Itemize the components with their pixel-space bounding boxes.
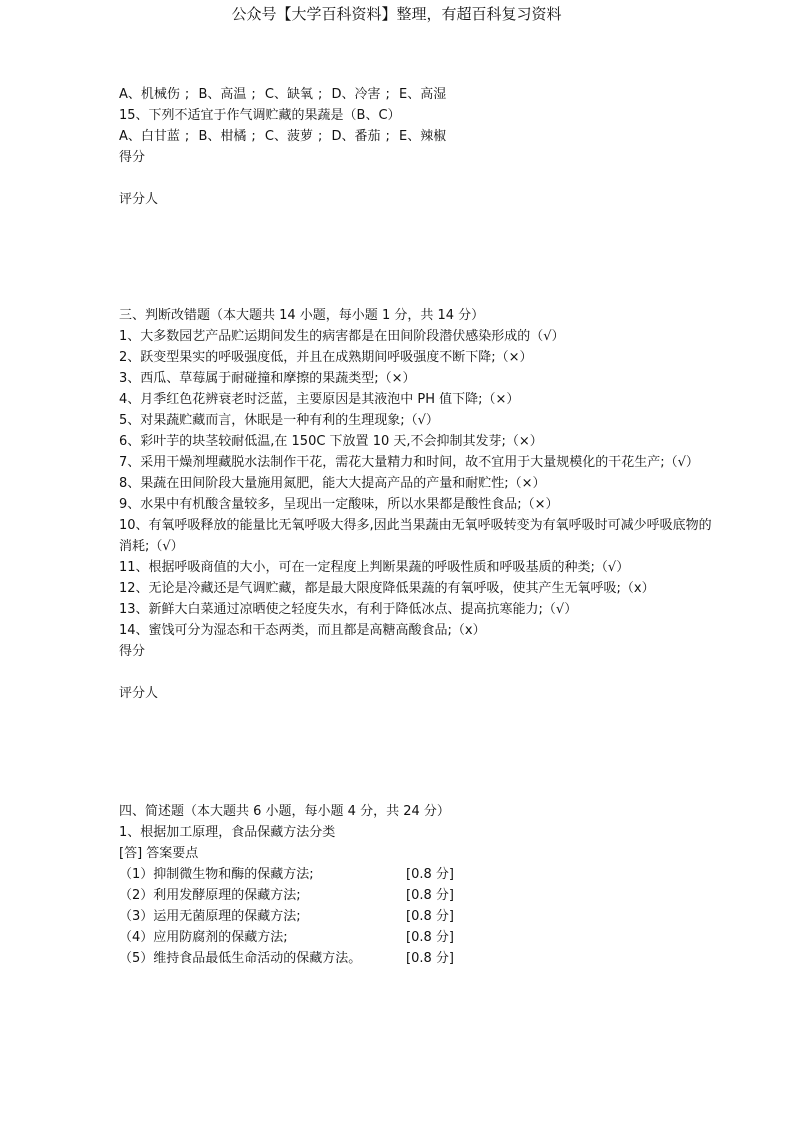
answer-score: [0.8 分]: [406, 951, 454, 966]
section4-question: 1、根据加工原理，食品保藏方法分类: [119, 825, 336, 840]
judgement-item: 13、新鲜大白菜通过凉晒使之轻度失水，有利于降低冰点、提高抗寒能力;（√）: [119, 602, 578, 617]
page-header: 公众号【大学百科资料】整理，有超百科复习资料: [231, 5, 562, 23]
judgement-item: 10、有氧呼吸释放的能量比无氧呼吸大得多,因此当果蔬由无氧呼吸转变为有氧呼吸时可减少呼吸底物的消耗;（√）: [119, 518, 712, 554]
answer-score: [0.8 分]: [406, 909, 454, 924]
judgement-item: 9、水果中有机酸含量较多，呈现出一定酸味，所以水果都是酸性食品;（×）: [119, 497, 559, 512]
judgement-item: 1、大多数园艺产品贮运期间发生的病害都是在田间阶段潜伏感染形成的（√）: [119, 329, 565, 344]
judgement-item: 3、西瓜、草莓属于耐碰撞和摩擦的果蔬类型;（×）: [119, 371, 416, 386]
answer-score: [0.8 分]: [406, 867, 454, 882]
judgement-item: 11、根据呼吸商值的大小，可在一定程度上判断果蔬的呼吸性质和呼吸基质的种类;（√）: [119, 560, 630, 575]
grader-label: 评分人: [119, 686, 159, 701]
option-d: D、冷害: [331, 87, 381, 102]
answer-point: [119, 927, 719, 948]
answer-score: [0.8 分]: [406, 888, 454, 903]
answer-score: [0.8 分]: [406, 930, 454, 945]
option-e: E、高湿: [399, 87, 447, 102]
q15-question: 15、下列不适宜于作气调贮藏的果蔬是（B、C）: [119, 108, 401, 123]
answer-text: （4）应用防腐剂的保藏方法;: [119, 930, 288, 945]
score-label: 得分: [119, 644, 146, 659]
option-c: C、缺氧: [264, 87, 313, 102]
judgement-item: 4、月季红色花辨衰老时泛蓝，主要原因是其液泡中 PH 值下降;（×）: [119, 392, 520, 407]
option-a: A、白甘蓝: [119, 129, 180, 144]
answer-point: [119, 948, 719, 969]
option-d: D、番茄: [331, 129, 381, 144]
judgement-item: 7、采用干燥剂埋藏脱水法制作干花，需花大量精力和时间，故不宜用于大量规模化的干花生产;（√）: [119, 455, 699, 470]
judgement-item: 2、跃变型果实的呼吸强度低，并且在成熟期间呼吸强度不断下降;（×）: [119, 350, 533, 365]
answer-point: [119, 906, 719, 927]
option-b: B、高温: [198, 87, 247, 102]
section4-title: 四、简述题（本大题共 6 小题，每小题 4 分，共 24 分）: [119, 804, 450, 819]
q15-options: A、白甘蓝 ; B、柑橘 ; C、菠萝 ; D、番茄 ; E、辣椒: [119, 126, 719, 147]
answer-text: （5）维持食品最低生命活动的保藏方法。: [119, 951, 362, 966]
judgement-item: 5、对果蔬贮藏而言，休眠是一种有利的生理现象;（√）: [119, 413, 439, 428]
answer-text: （3）运用无菌原理的保藏方法;: [119, 909, 301, 924]
answer-text: （2）利用发酵原理的保藏方法;: [119, 888, 301, 903]
grader-label: 评分人: [119, 192, 159, 207]
document-body: [119, 84, 719, 969]
answer-point: [119, 885, 719, 906]
answer-text: （1）抑制微生物和酶的保藏方法;: [119, 867, 314, 882]
score-label: 得分: [119, 150, 146, 165]
option-a: A、机械伤: [119, 87, 180, 102]
option-c: C、菠萝: [264, 129, 313, 144]
q14-options: A、机械伤 ; B、高温 ; C、缺氧 ; D、冷害 ; E、高湿: [119, 84, 719, 105]
option-b: B、柑橘: [198, 129, 247, 144]
answer-point: [119, 864, 719, 885]
answer-label: [答] 答案要点: [119, 846, 199, 861]
judgement-item: 8、果蔬在田间阶段大量施用氮肥，能大大提高产品的产量和耐贮性;（×）: [119, 476, 546, 491]
judgement-item: 6、彩叶芋的块茎较耐低温,在 150C 下放置 10 天,不会抑制其发芽;（×）: [119, 434, 543, 449]
judgement-item: 12、无论是冷藏还是气调贮藏，都是最大限度降低果蔬的有氧呼吸，使其产生无氧呼吸;（x）: [119, 581, 655, 596]
section3-title: 三、判断改错题（本大题共 14 小题，每小题 1 分，共 14 分）: [119, 308, 485, 323]
option-e: E、辣椒: [399, 129, 447, 144]
judgement-item: 14、蜜饯可分为湿态和干态两类，而且都是高糖高酸食品;（x）: [119, 623, 486, 638]
